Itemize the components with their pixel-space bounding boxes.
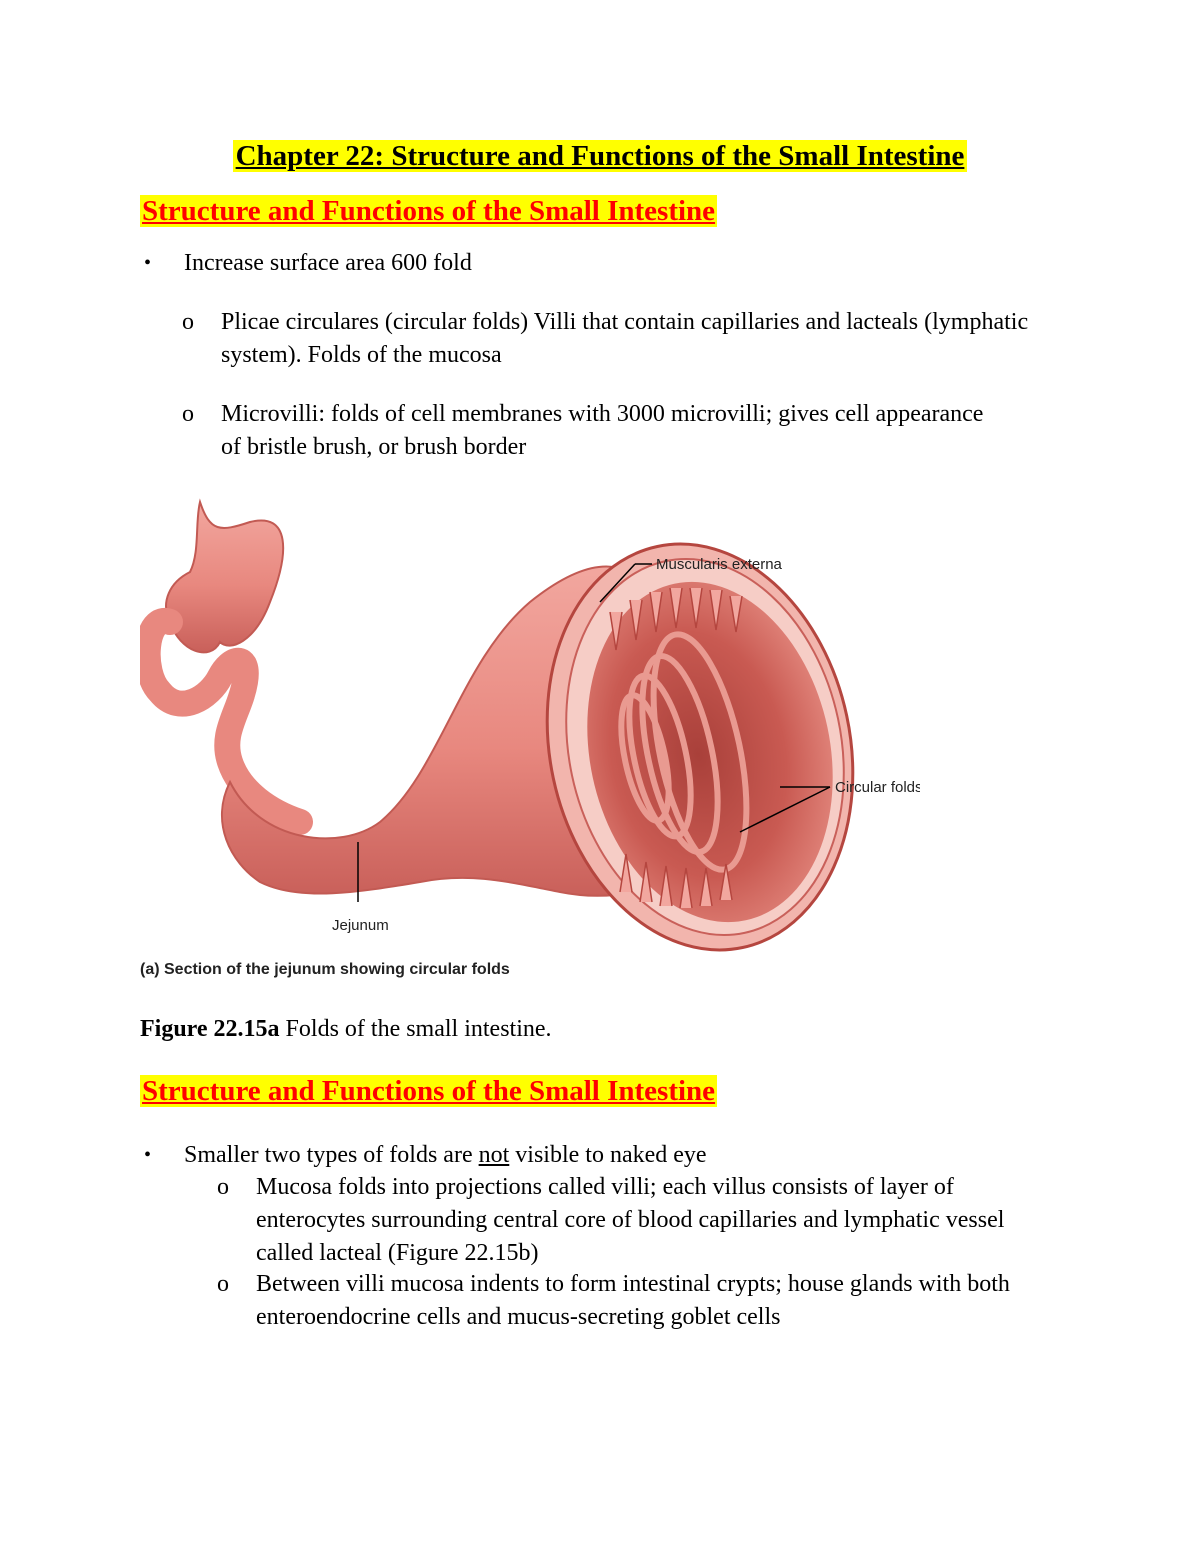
stomach-shape: [166, 502, 283, 652]
chapter-title: [0, 140, 1200, 173]
section-heading-2-text: Structure and Functions of the Small Intestine: [142, 1075, 716, 1107]
jejunum-illustration: [140, 492, 920, 982]
sub-item-villi: [217, 1171, 1066, 1270]
figure-subcaption: (a) Section of the jejunum showing circular folds: [140, 961, 510, 978]
jejunum-figure: [140, 492, 920, 982]
sub-item-text: Microvilli: folds of cell membranes with 3000 microvilli; gives cell appearance of bristle brush, or brush border: [221, 401, 984, 460]
section-heading-2: [140, 1075, 717, 1108]
sub-marker: o: [182, 401, 194, 427]
label-muscularis: Muscularis externa: [656, 556, 782, 573]
sub-item-text: Plicae circulares (circular folds) Villi that contain capillaries and lacteals (lymphatic system). Folds of the mucosa: [221, 309, 1029, 368]
bullet-folds-visibility: [144, 1139, 707, 1172]
sub-item-plicae: [182, 306, 1041, 372]
bullet-marker: •: [144, 252, 152, 274]
bullet-text-pre: Smaller two types of folds are: [184, 1142, 479, 1168]
chapter-title-text: Chapter 22: Structure and Functions of the Small Intestine: [233, 140, 968, 172]
sub-item-text: Mucosa folds into projections called villi; each villus consists of layer of enterocytes surrounding central core of blood capillaries and lymphatic vessel called lacteal (Figure 22.15b): [256, 1174, 1005, 1266]
sub-marker: o: [217, 1271, 229, 1297]
bullet-surface-area: [144, 247, 472, 280]
section-heading-1-text: Structure and Functions of the Small Intestine: [142, 195, 716, 227]
bullet-marker: •: [144, 1144, 152, 1166]
sub-item-text: Between villi mucosa indents to form intestinal crypts; house glands with both enteroendocrine cells and mucus-secreting goblet cells: [256, 1271, 1010, 1330]
figure-caption-text: Folds of the small intestine.: [279, 1016, 552, 1042]
sub-item-crypts: [217, 1268, 1036, 1334]
bullet-text-underlined: not: [478, 1142, 510, 1168]
duodenal-loop: [148, 621, 300, 822]
bullet-text: Increase surface area 600 fold: [184, 250, 472, 276]
figure-caption-label: Figure 22.15a: [140, 1016, 280, 1042]
sub-item-microvilli: [182, 398, 1001, 464]
figure-caption: [140, 1016, 552, 1043]
label-jejunum: Jejunum: [332, 917, 389, 934]
sub-marker: o: [217, 1174, 229, 1200]
section-heading-1: [140, 195, 717, 228]
label-circular-folds: Circular folds: [835, 779, 920, 796]
bullet-text-post: visible to naked eye: [509, 1142, 707, 1168]
sub-marker: o: [182, 309, 194, 335]
